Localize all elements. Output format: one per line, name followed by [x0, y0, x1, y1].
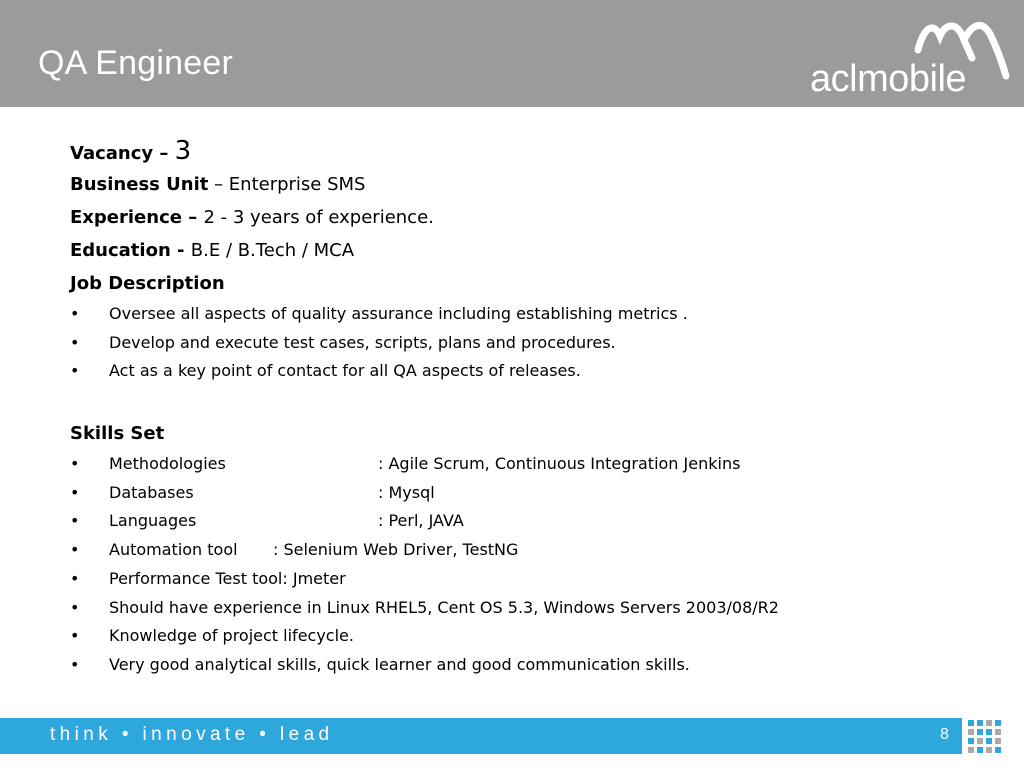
- logo-text: aclmobile: [810, 58, 967, 100]
- company-logo: [806, 14, 1016, 100]
- skill-name: Languages: [109, 511, 197, 531]
- dot-grid-icon: [967, 719, 1003, 755]
- list-item: • Oversee all aspects of quality assurance including establishing metrics .: [70, 304, 688, 323]
- skill-name: Automation tool: [109, 540, 238, 560]
- list-item: • Act as a key point of contact for all QA aspects of releases.: [70, 361, 581, 381]
- page-number: 8: [940, 726, 949, 743]
- experience-label: Experience –: [70, 207, 204, 228]
- business-unit-value: – Enterprise SMS: [208, 174, 366, 195]
- skill-value: : Perl, JAVA: [378, 511, 464, 531]
- skills-heading: Skills Set: [70, 423, 165, 445]
- list-item: • Performance Test tool: Jmeter: [70, 568, 346, 588]
- list-item: • Very good analytical skills, quick learner and good communication skills.: [70, 654, 690, 674]
- footer-tagline: think • innovate • lead: [50, 724, 334, 745]
- vacancy-value: 3: [174, 136, 192, 166]
- header-bar: [0, 0, 1024, 107]
- list-item: • Knowledge of project lifecycle.: [70, 626, 354, 646]
- education-line: [70, 234, 970, 267]
- skill-value: : Mysql: [378, 482, 435, 502]
- education-value: B.E / B.Tech / MCA: [190, 240, 355, 261]
- page-title: QA Engineer: [38, 44, 233, 82]
- skill-name: Databases: [109, 482, 194, 502]
- business-unit-label: Business Unit: [70, 174, 209, 195]
- list-item: • Develop and execute test cases, scripts, plans and procedures.: [70, 332, 616, 352]
- experience-line: [70, 201, 970, 234]
- section-spacer: [70, 386, 970, 417]
- list-item: • Should have experience in Linux RHEL5, Cent OS 5.3, Windows Servers 2003/08/R2: [70, 597, 779, 617]
- skill-item: • Methodologies : Agile Scrum, Continuous Integration Jenkins: [70, 450, 970, 479]
- job-posting-content: [70, 135, 970, 680]
- education-label: Education -: [70, 240, 191, 261]
- skill-item: • Languages : Perl, JAVA: [70, 507, 970, 536]
- skill-item: • Automation tool : Selenium Web Driver, TestNG: [70, 536, 970, 565]
- experience-value: 2 - 3 years of experience.: [203, 207, 434, 228]
- business-unit-line: [70, 168, 970, 201]
- job-description-heading: Job Description: [70, 273, 225, 294]
- skill-value: : Selenium Web Driver, TestNG: [273, 540, 519, 560]
- skill-name: Methodologies: [109, 454, 226, 474]
- vacancy-line: [70, 135, 970, 168]
- skill-item: • Databases : Mysql: [70, 479, 970, 508]
- skill-value: : Agile Scrum, Continuous Integration Jenkins: [378, 454, 741, 474]
- vacancy-label: Vacancy –: [70, 143, 175, 164]
- footer-bar: [0, 718, 962, 754]
